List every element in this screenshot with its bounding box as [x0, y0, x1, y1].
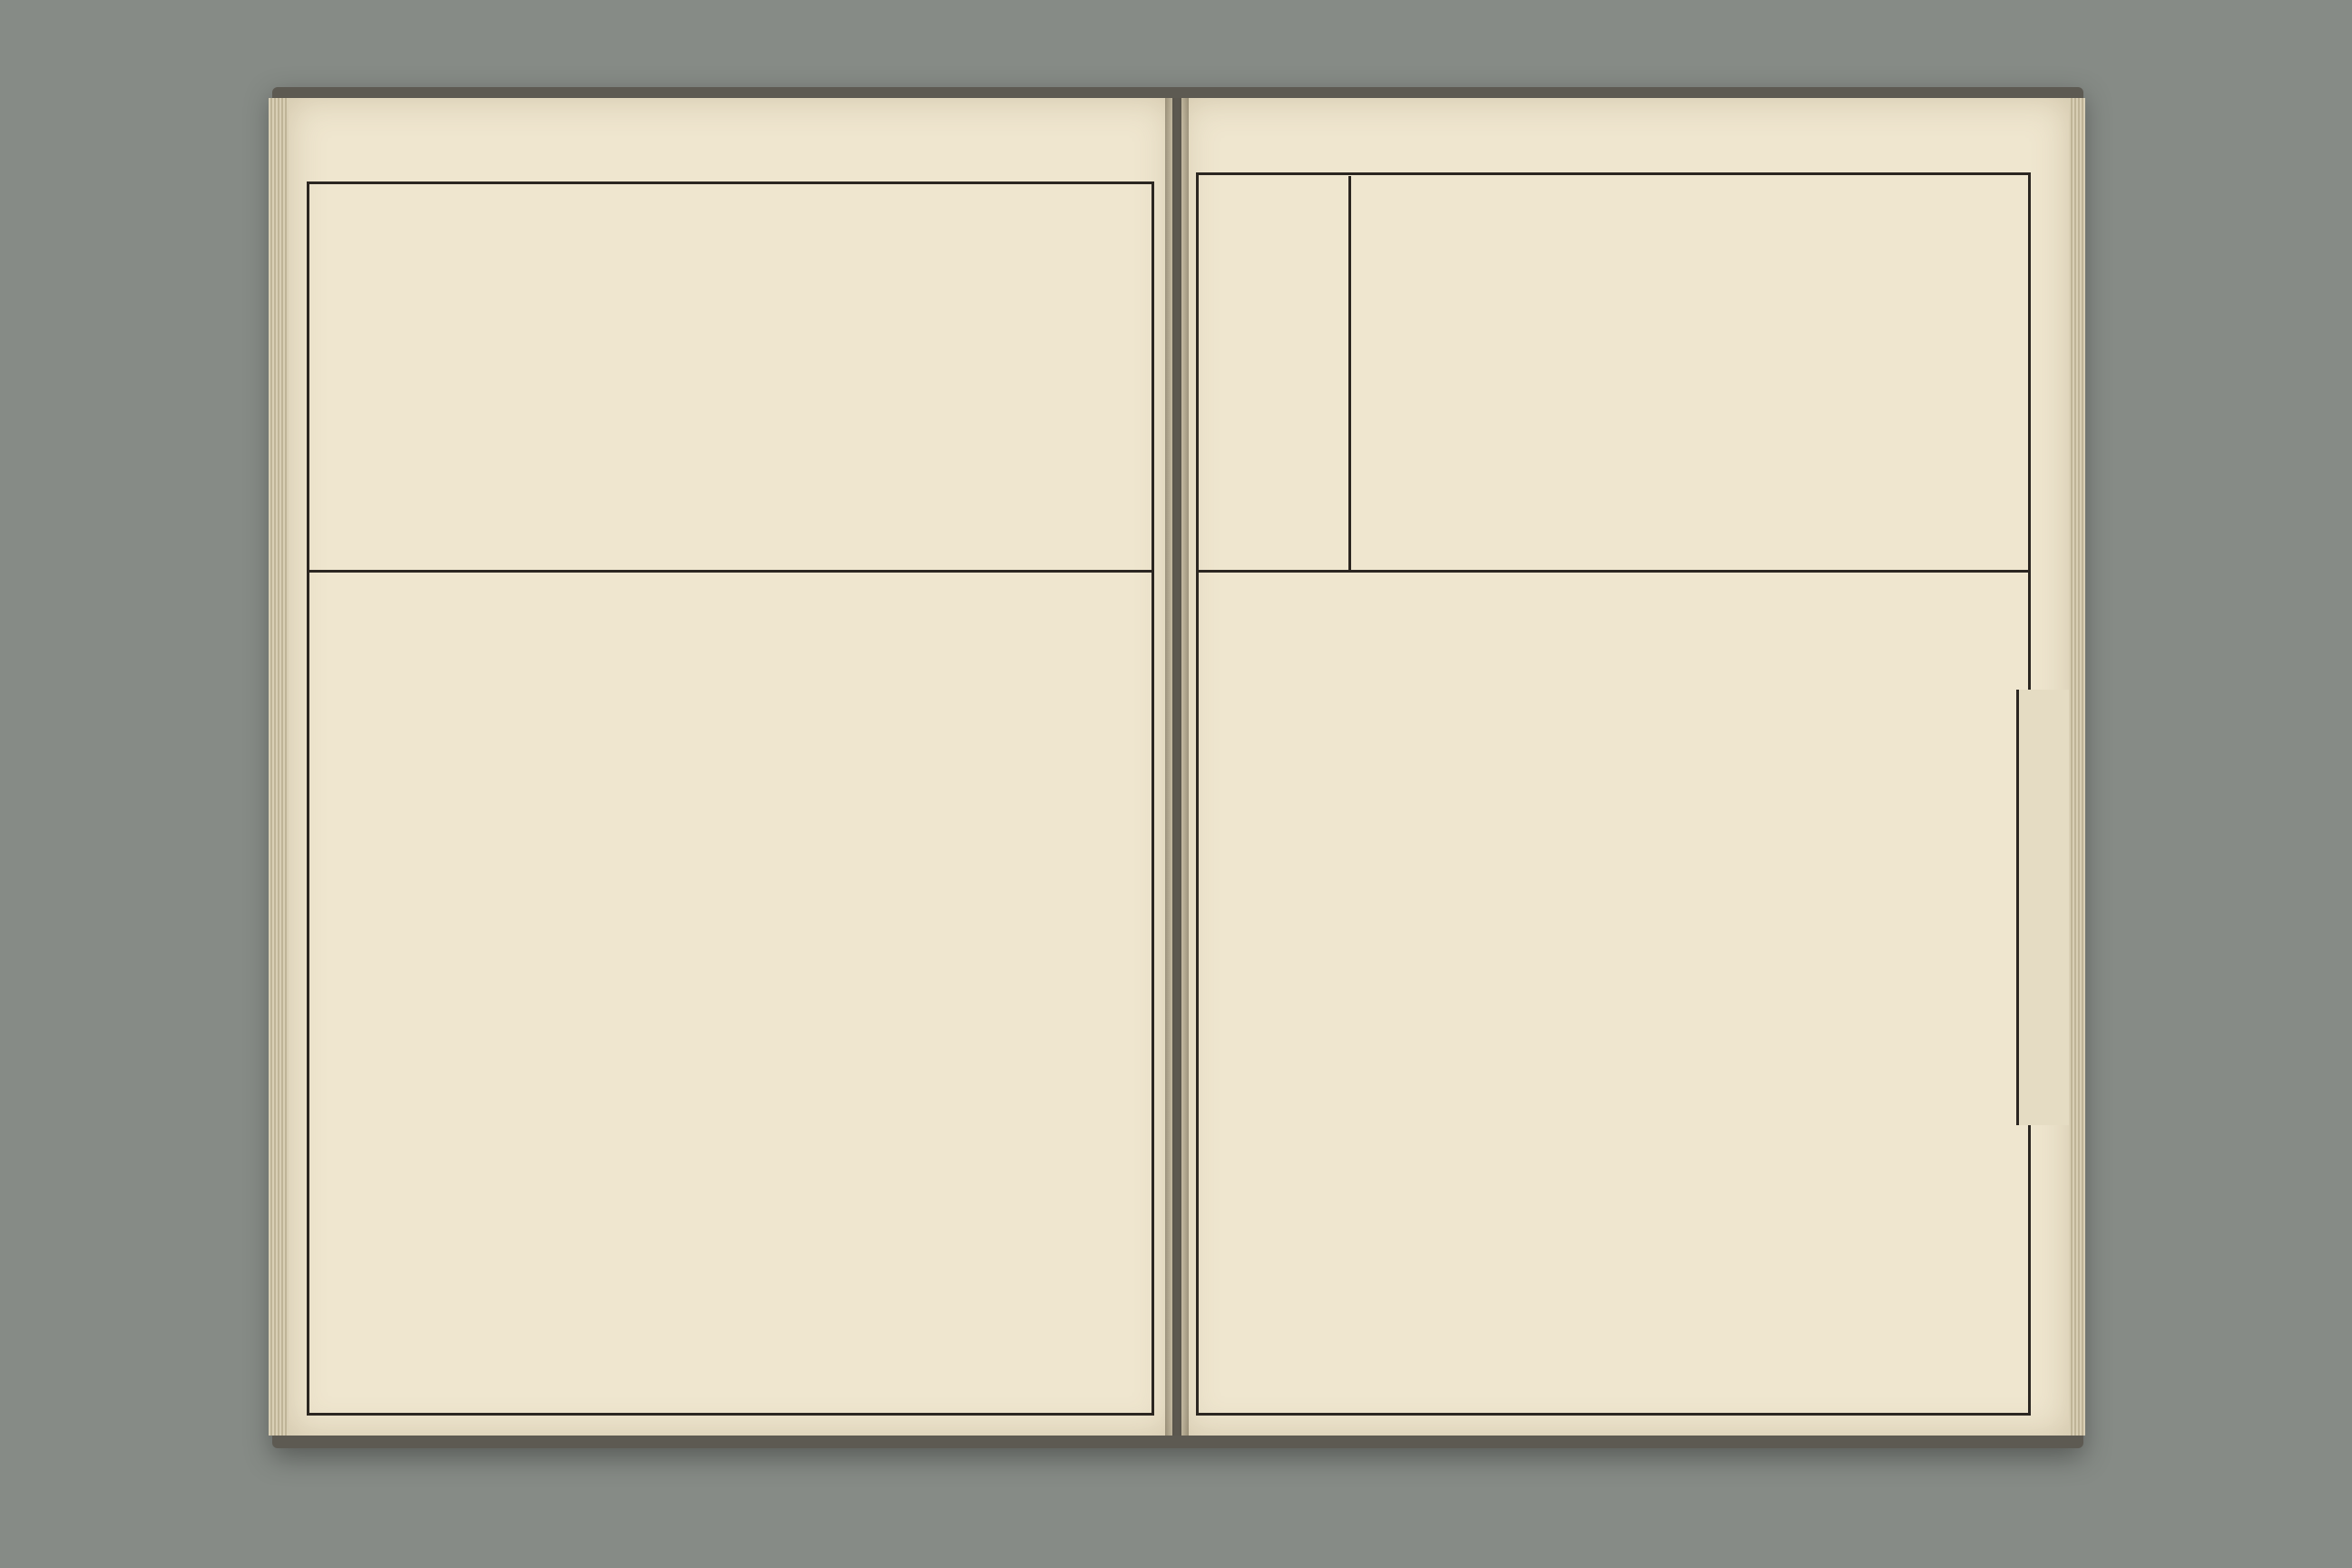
- right-upper-commentary: [1200, 176, 1345, 566]
- page-edge-left: [269, 98, 289, 1436]
- left-page-divider: [307, 570, 1154, 573]
- margin-label: [2023, 699, 2068, 1116]
- left-lower-main-text: [310, 575, 1151, 1412]
- book-gutter: [1165, 98, 1189, 1436]
- margin-label-tab: [2016, 690, 2069, 1125]
- left-upper-commentary: [310, 185, 1151, 566]
- right-page-upper-divider: [1348, 176, 1351, 570]
- right-page-divider: [1196, 570, 2031, 573]
- right-side-note: [1354, 176, 2027, 566]
- right-main-text: [1200, 575, 1871, 1412]
- chapter-heading: [1875, 581, 1962, 1397]
